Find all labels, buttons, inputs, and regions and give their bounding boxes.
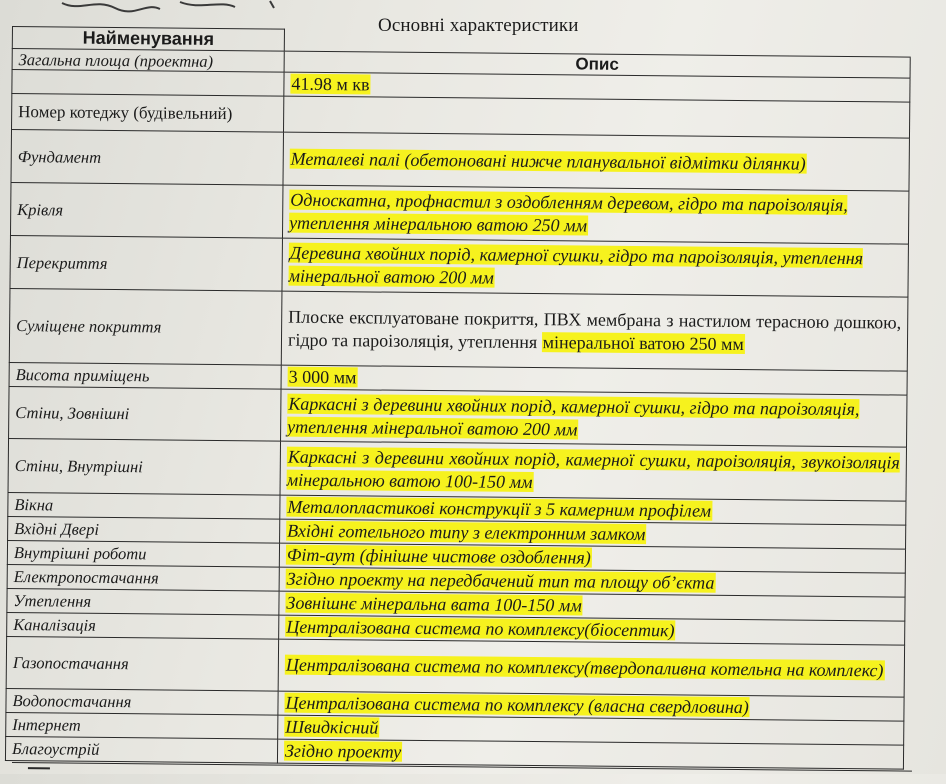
row-name: Газопостачання [6,636,278,691]
highlighted-text: Централізована система по комплексу(твердопаливна котельна на комплекс) [285,654,884,681]
table-row [10,235,908,297]
row-name: Водопостачання [6,688,278,715]
row-desc [280,441,906,501]
row-name: Утеплення [7,588,279,615]
row-name: Вікна [8,492,280,519]
row-desc [283,132,909,191]
row-desc [283,96,909,138]
column-header-desc: Опис [284,51,910,78]
row-desc [282,238,908,297]
highlighted-text: Деревина хвойних порід, камерної сушки, гідро та пароізоляція, утеплення мінеральної ватою 200 мм [288,242,864,288]
row-name-continued [12,70,284,97]
highlighted-text: 3 000 мм [288,366,357,388]
highlighted-text: Зовнішнє мінеральна вата 100-150 мм [286,592,582,616]
row-name: Інтернет [6,712,278,739]
row-desc [281,291,908,371]
table-row [6,636,904,697]
row-name: Суміщене покриття [9,288,282,365]
row-desc [282,185,908,244]
row-name: Електропостачання [7,564,279,591]
specifications-table [5,26,911,770]
row-name: Благоустрій [5,736,277,763]
row-name: Фундамент [11,130,283,186]
row-name: Вхідні Двері [8,516,280,543]
highlighted-text: Односкатна, профнастил з оздобленням деревом, гідро та пароізоляція, утеплення мінеральною ватою 250 мм [289,189,848,236]
row-desc [281,389,907,447]
row-name: Стіни, Внутрішні [8,438,281,495]
highlighted-text: Фіт-аут (фінішне чистове оздоблення) [286,544,591,568]
row-name: Номер котеджу (будівельний) [12,94,284,133]
table-row [9,288,908,371]
row-name: Висота приміщень [9,362,281,389]
handwritten-scribble [60,0,300,14]
row-name: Крівля [10,182,282,238]
document-title: Основні характеристики [378,15,579,36]
column-header-name: Найменування [12,27,284,52]
highlighted-text: Швидкісний [285,716,379,738]
table-row [10,182,908,244]
row-name: Стіни, Зовнішні [9,386,281,441]
row-name: Загальна площа (проектна) [12,49,284,73]
row-name: Внутрішні роботи [7,540,279,567]
highlighted-text: Металопластикові конструкції з 5 камерним профілем [287,496,712,521]
highlighted-text: 41.98 м кв [291,73,370,95]
cutoff-mark [28,767,50,769]
highlighted-text: Вхідні готельного типу з електронним замком [287,520,646,545]
highlighted-text: мінеральної ватою 250 мм [542,331,744,354]
highlighted-text: Централізована система по комплексу (власна свердловина) [285,692,749,718]
highlighted-text: Каркасні з деревини хвойних порід, камерної сушки, гідро та пароізоляція, утеплення мінеральної ватою 200 мм [287,393,860,439]
table-row [9,386,907,447]
highlighted-text: Централізована система по комплексу(біосептик) [286,616,675,641]
highlighted-text: Каркасні з деревини хвойних порід, камерної сушки, пароізоляція, звукоізоляція мінеральною ватою 100-150 мм [286,446,900,492]
highlighted-text: Згідно проекту [284,740,402,762]
row-desc [278,639,904,697]
table-row [8,438,906,501]
row-name: Каналізація [7,612,279,639]
table-row [11,130,909,192]
row-name: Перекриття [10,235,282,291]
highlighted-text: Згідно проекту на передбачений тип та площу об’єкта [286,568,715,593]
plain-text: Плоске експлуатоване покриття, ПВХ мембрана з настилом терасною дошкою, гідро та пароізоляція, утеплення [287,306,902,352]
highlighted-text: Металеві палі (обетоновані нижче планувальної відмітки ділянки) [290,148,806,174]
